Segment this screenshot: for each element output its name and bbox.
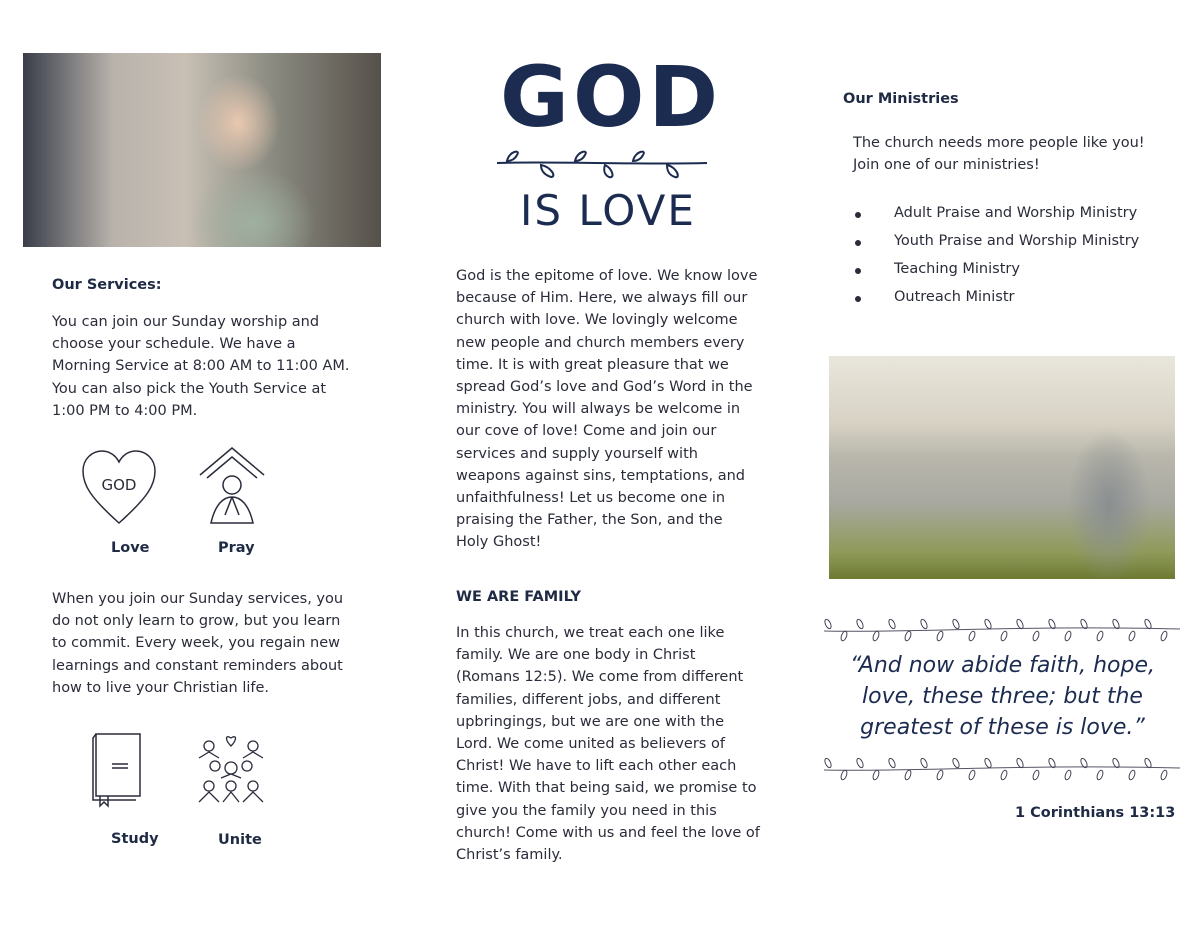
title-is-love: IS LOVE [520,186,696,235]
vine-leaf [840,630,848,641]
quote-line: “And now abide faith, hope, [850,653,1155,678]
vine-leaf [840,769,848,780]
text-line: Christ! We have to lift each other each [456,758,737,775]
vine-leaf [872,769,880,780]
vine-leaf [936,630,944,641]
vine-bottom-icon [822,756,1182,782]
vine-leaf [856,757,865,768]
text-line: You can also pick the Youth Service at [52,380,327,397]
vine-leaf [936,769,944,780]
book-icon [90,730,144,808]
ministry-item: Adult Praise and Worship Ministry [843,205,1139,233]
praying-person-icon [197,445,267,527]
unite-people-icon [195,732,267,806]
text-line: In this church, we treat each one like [456,625,725,641]
vine-leaf [1128,769,1136,780]
text-line: Morning Service at 8:00 AM to 11:00 AM. [52,358,350,375]
text-line: Holy Ghost! [456,534,542,551]
vine-leaf [1064,630,1072,641]
heart-god-icon [80,447,158,527]
vine-leaf [888,757,897,768]
text-line: spread God’s love and God’s Word in the [456,379,753,396]
vine-leaf [920,618,929,629]
vine-leaf [1016,757,1025,768]
vine-leaf [984,757,993,768]
woman-by-sea-photo [829,356,1175,579]
text-line: weapons against sins, temptations, and [456,467,746,484]
text-line: church! Come with us and feel the love of [456,824,760,841]
vine-leaf [1096,769,1104,780]
title-god: GOD [500,48,723,146]
vine-leaf [984,618,993,629]
vine-leaf [888,618,897,629]
text-line: our cove of love! Come and join our [456,423,717,440]
vine-leaf [1032,769,1040,780]
text-line: give you the family you need in this [456,802,717,819]
vine-leaf [1160,630,1168,641]
text-line: praising the Father, the Son, and the [456,512,723,529]
vine-leaf [824,757,833,768]
text-line: do not only learn to grow, but you learn [52,613,341,630]
intro-text [456,265,757,554]
text-line: how to live your Christian life. [52,679,270,696]
vine-leaf [1000,769,1008,780]
text-line: ministry. You will always be welcome in [456,401,741,418]
family-heading: WE ARE FAMILY [456,589,582,605]
vine-leaf [968,769,976,780]
text-line: church with love. We lovingly welcome [456,312,738,329]
services-heading: Our Services: [52,277,162,293]
text-line: learnings and constant reminders about [52,657,343,674]
vine-leaf [952,618,961,629]
quote-reference: 1 Corinthians 13:13 [1015,805,1176,821]
text-line: The church needs more people like you! [853,135,1145,151]
text-line: time. It is with great pleasure that we [456,356,729,373]
text-line: to commit. Every week, you regain new [52,635,341,652]
text-line: God is the epitome of love. We know love [456,268,758,284]
ministry-item: Outreach Ministr [843,289,1139,317]
quote-line: love, these three; but the [862,684,1143,709]
study-label: Study [111,831,159,847]
vine-divider-icon [495,145,710,185]
vine-leaf [1016,618,1025,629]
services-text [52,311,350,422]
vine-leaf [856,618,865,629]
baby-photo [23,53,381,247]
text-line: new people and church members every [456,334,745,351]
vine-leaf [1128,630,1136,641]
ministry-item: Teaching Ministry [843,261,1139,289]
love-label: Love [111,540,150,556]
text-line: choose your schedule. We have a [52,336,296,353]
ministries-heading: Our Ministries [843,91,959,107]
vine-top-icon [822,617,1182,643]
text-line: time. With that being said, we promise to [456,780,757,797]
vine-leaf [1160,769,1168,780]
vine-leaf [824,618,833,629]
ministries-intro [853,132,1145,176]
vine-leaf [872,630,880,641]
text-line: Christ’s family. [456,847,563,864]
vine-leaf [968,630,976,641]
vine-leaf [952,757,961,768]
vine-leaf [1064,769,1072,780]
quote-line: greatest of these is love.” [860,715,1145,740]
ministry-item: Youth Praise and Worship Ministry [843,233,1139,261]
bible-quote [830,650,1175,743]
text-line: (Romans 12:5). We come from different [456,669,744,686]
text-line: families, different jobs, and different [456,691,721,708]
text-line: services and supply yourself with [456,445,698,462]
text-line: upbringings, but we are one with the [456,713,725,730]
text-line: family. We are one body in Christ [456,647,696,664]
text-line: 1:00 PM to 4:00 PM. [52,402,198,419]
vine-leaf [1032,630,1040,641]
vine-leaf [920,757,929,768]
unite-label: Unite [218,832,262,848]
family-text [456,622,760,866]
text-line: Lord. We come united as believers of [456,736,725,753]
vine-leaf [904,769,912,780]
vine-leaf [1000,630,1008,641]
ministries-list [843,205,1139,317]
join-text [52,588,343,699]
text-line: unfaithfulness! Let us become one in [456,490,726,507]
text-line: Join one of our ministries! [853,157,1040,174]
vine-leaf [1096,630,1104,641]
text-line: When you join our Sunday services, you [52,591,344,607]
pray-label: Pray [218,540,255,556]
text-line: You can join our Sunday worship and [52,314,320,330]
text-line: because of Him. Here, we always fill our [456,290,748,307]
vine-leaf [904,630,912,641]
heart-text: GOD [101,476,137,494]
